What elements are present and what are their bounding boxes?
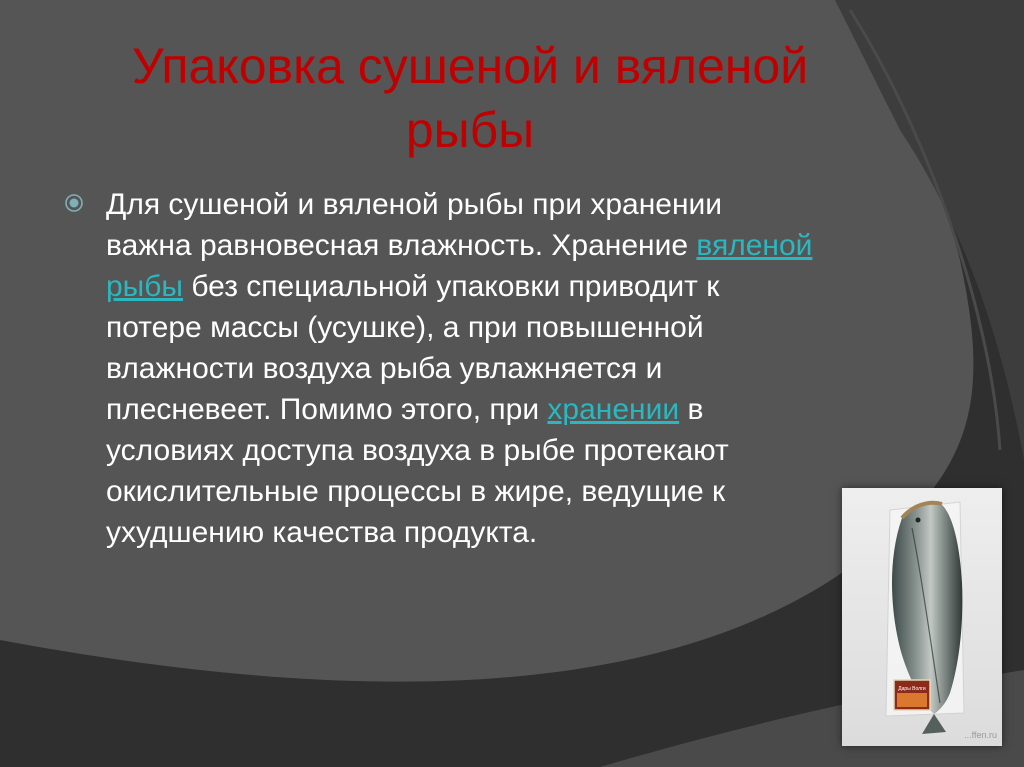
photo-watermark: ...ffen.ru — [964, 730, 997, 740]
slide-title-line-1: Упаковка сушеной и вяленой — [131, 38, 809, 94]
slide-body — [64, 184, 814, 553]
body-text-1: Для сушеной и вяленой рыбы при хранении важна равновесная влажность. Хранение — [106, 188, 723, 262]
circle-bullet-icon — [64, 193, 84, 213]
body-paragraph — [106, 184, 814, 553]
link-dried-fish[interactable]: вяленой рыбы — [106, 229, 813, 303]
slide-title — [60, 34, 880, 162]
slide-title-line-2: рыбы — [405, 102, 535, 158]
body-text-3: в условиях доступа воздуха в рыбе протекают окислительные процессы в жире, ведущие к ухудшению качества продукта. — [106, 393, 729, 549]
link-storage[interactable]: хранении — [547, 393, 680, 426]
product-label-text: Дары Волги — [898, 686, 926, 692]
dried-fish-photo — [842, 488, 1002, 746]
body-text-2: без специальной упаковки приводит к потере массы (усушке), а при повышенной влажности воздуха рыба увлажняется и плесневеет. Помимо этого, при — [106, 270, 720, 426]
